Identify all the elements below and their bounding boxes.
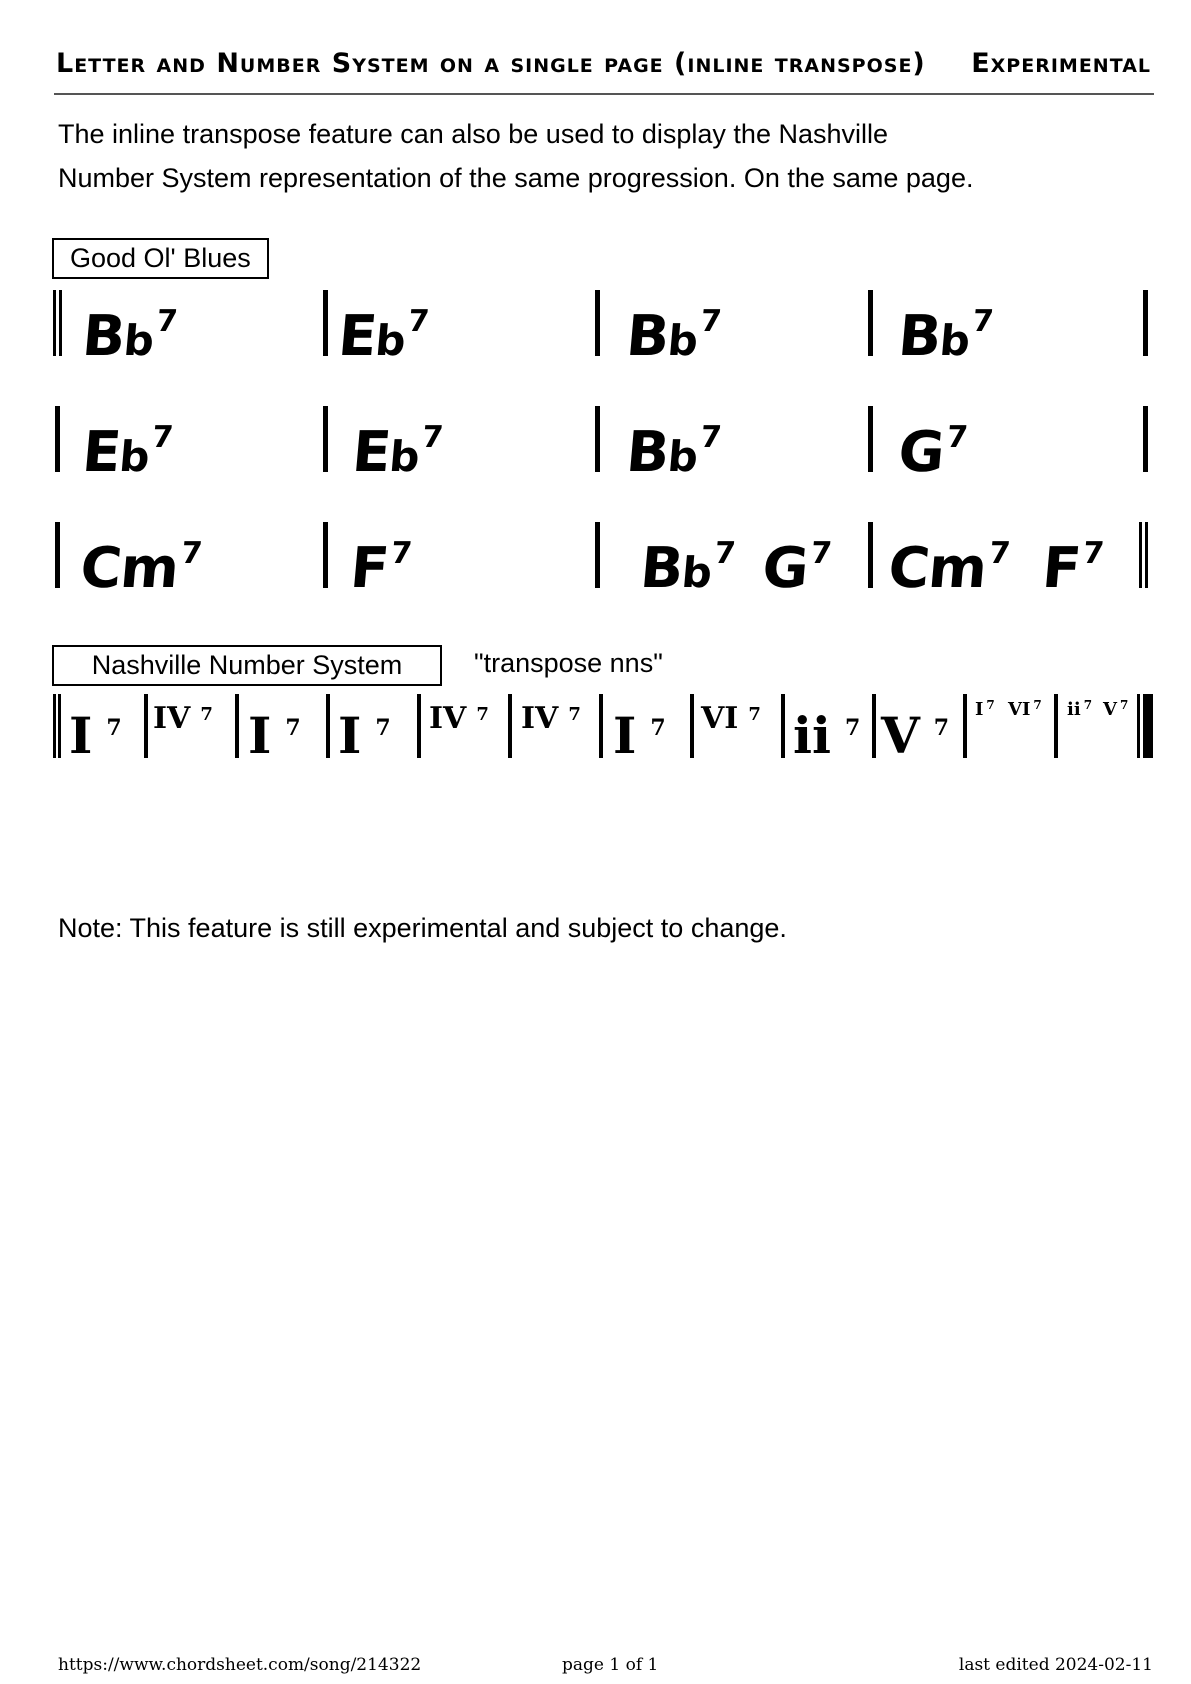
nns-chord: I $^7$ [248, 706, 301, 765]
barline [323, 290, 328, 356]
nns-chord: VI $^7$ [1008, 698, 1042, 720]
barline [872, 694, 876, 758]
start-barline [58, 694, 61, 758]
nns-chord: V $^7$ [881, 706, 950, 765]
chord: Eb$^7$ [79, 420, 174, 485]
intro-line-2: Number System representation of the same progression. On the same page. [58, 163, 974, 193]
barline [781, 694, 785, 758]
chord: $G^7$ [895, 420, 969, 485]
nns-chord: IV $^7$ [521, 701, 581, 736]
note-text: Note: This feature is still experimental and subject to change. [58, 913, 787, 943]
barline [326, 694, 330, 758]
footer-url[interactable]: https://www.chordsheet.com/song/214322 [58, 1655, 422, 1675]
nns-row [53, 690, 1153, 765]
chord-grid-row-2 [53, 402, 1153, 485]
section-label-blues: Good Ol' Blues [52, 238, 269, 279]
chord: $F^7$ [347, 536, 413, 601]
chord: Bb$^7$ [895, 304, 995, 369]
end-barline [1139, 522, 1148, 588]
chord: Bb$^7$ [637, 536, 737, 601]
barline [144, 694, 148, 758]
footer-page-number: page 1 of 1 [562, 1655, 659, 1675]
barline [1054, 694, 1058, 758]
chord: Cm$^7$ [885, 536, 1011, 601]
chord: Eb$^7$ [349, 420, 444, 485]
barline [599, 694, 603, 758]
barline [323, 522, 328, 588]
start-barline [53, 290, 62, 356]
barline [868, 290, 873, 356]
title-divider [54, 93, 1154, 95]
barline [417, 694, 421, 758]
chord-grid-row-1 [53, 286, 1153, 369]
barline [508, 694, 512, 758]
intro-text [58, 112, 973, 200]
barline [1143, 290, 1148, 356]
nns-chord: I $^7$ [613, 706, 666, 765]
footer-last-edited: last edited 2024-02-11 [958, 1655, 1153, 1675]
barline [55, 406, 60, 472]
end-barline [1137, 694, 1140, 758]
barline [55, 522, 60, 588]
chord: $F^7$ [1039, 536, 1105, 601]
page-title [56, 48, 1151, 79]
barline [595, 522, 600, 588]
chord: Eb$^7$ [335, 304, 430, 369]
barline [323, 406, 328, 472]
page-title-tag: Experimental [971, 48, 1151, 79]
barline [868, 522, 873, 588]
nns-chord: ii $^7$ [793, 706, 861, 765]
chord: Cm$^7$ [77, 536, 203, 601]
barline [595, 406, 600, 472]
chord: $G^7$ [759, 536, 833, 601]
page-title-main: Letter and Number System on a single page (inline transpose) [56, 48, 926, 79]
barline [1143, 406, 1148, 472]
chord: Bb$^7$ [79, 304, 179, 369]
transpose-comment: "transpose nns" [474, 648, 663, 678]
start-barline [53, 694, 56, 758]
section-label-nns: Nashville Number System [52, 645, 442, 686]
barline [595, 290, 600, 356]
barline [235, 694, 239, 758]
nns-chord: ii $^7$ [1067, 698, 1093, 720]
barline [690, 694, 694, 758]
nns-chord: IV $^7$ [429, 701, 489, 736]
nns-chord: VI $^7$ [701, 701, 761, 736]
chord-grid-row-3 [53, 518, 1153, 601]
intro-line-1: The inline transpose feature can also be used to display the Nashville [58, 119, 888, 149]
barline [963, 694, 967, 758]
chord: Bb$^7$ [623, 304, 723, 369]
nns-chord: IV $^7$ [153, 701, 213, 736]
chord: Bb$^7$ [623, 420, 723, 485]
nns-chord: V $^7$ [1103, 698, 1129, 720]
nns-chord: I $^7$ [338, 706, 391, 765]
nns-chord: I $^7$ [69, 706, 122, 765]
nns-chord: I $^7$ [975, 698, 995, 720]
barline [868, 406, 873, 472]
end-barline [1143, 694, 1153, 758]
